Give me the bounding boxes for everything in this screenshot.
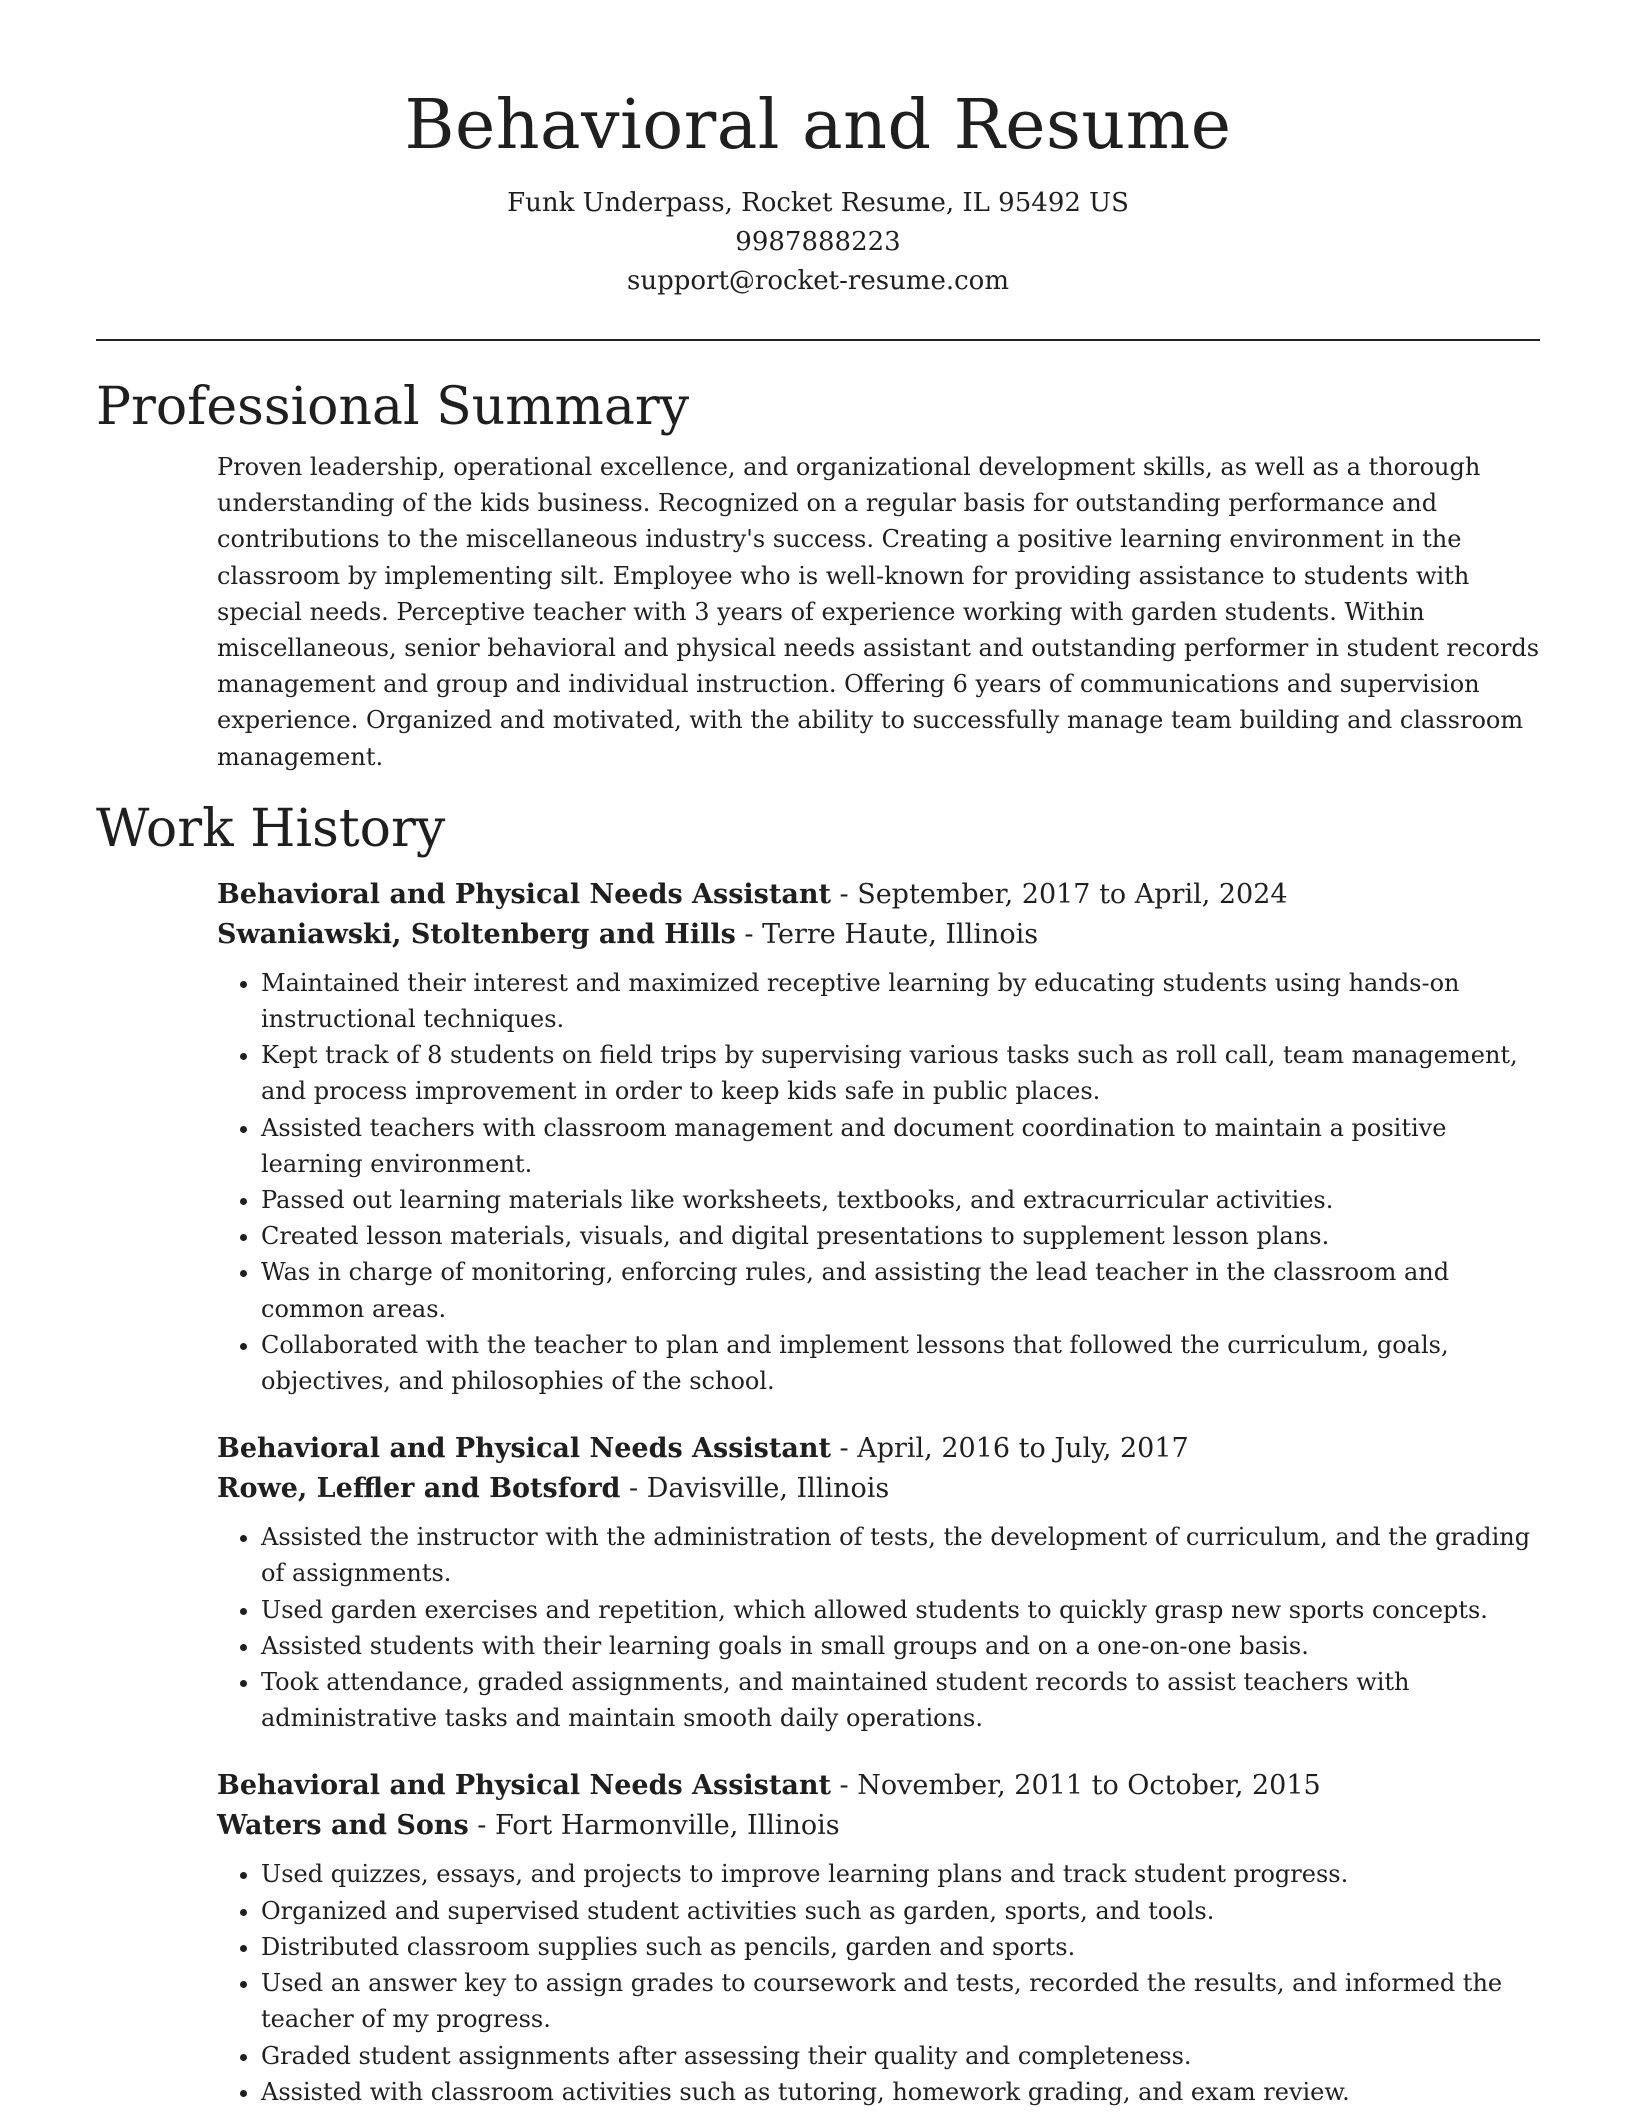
job-entry <box>217 1429 1540 1736</box>
job-location: - Fort Harmonville, Illinois <box>468 1810 840 1842</box>
job-title-line <box>217 875 1540 915</box>
job-title-line <box>217 1429 1540 1469</box>
job-dates: - September, 2017 to April, 2024 <box>830 878 1288 910</box>
resume-page <box>96 0 1540 2110</box>
job-bullet: • Organized and supervised student activities such as garden, sports, and tools. <box>261 1893 1540 1929</box>
job-bullet: • Assisted students with their learning goals in small groups and on a one-on-one basis. <box>261 1628 1540 1664</box>
job-bullet: • Was in charge of monitoring, enforcing rules, and assisting the lead teacher in the classroom and common areas. <box>261 1254 1540 1326</box>
job-company-line <box>217 1806 1540 1846</box>
contact-block <box>96 184 1540 301</box>
job-bullet: • Created lesson materials, visuals, and digital presentations to supplement lesson plans. <box>261 1218 1540 1254</box>
job-bullet: • Graded student assignments after assessing their quality and completeness. <box>261 2038 1540 2074</box>
address-text: Funk Underpass, Rocket Resume, IL 95492 US <box>507 188 1129 218</box>
summary-heading: Professional Summary <box>96 377 690 437</box>
job-bullet: • Used quizzes, essays, and projects to improve learning plans and track student progress. <box>261 1856 1540 1892</box>
job-role: Behavioral and Physical Needs Assistant <box>217 1433 831 1465</box>
job-company: Swaniawski, Stoltenberg and Hills <box>217 918 736 950</box>
job-dates: - November, 2011 to October, 2015 <box>830 1770 1321 1802</box>
job-role: Behavioral and Physical Needs Assistant <box>217 878 831 910</box>
job-bullet: • Maintained their interest and maximized receptive learning by educating students using hands-on instructional techniques. <box>261 965 1540 1037</box>
job-location: - Terre Haute, Illinois <box>735 918 1039 950</box>
resume-header <box>96 0 1540 301</box>
job-title-line <box>217 1766 1540 1806</box>
job-location: - Davisville, Illinois <box>620 1473 890 1505</box>
work-history-heading: Work History <box>96 798 446 859</box>
candidate-name: Behavioral and Resume <box>404 86 1232 165</box>
job-company-line <box>217 1469 1540 1509</box>
header-divider <box>96 339 1540 341</box>
job-company-line <box>217 915 1540 955</box>
job-bullets <box>217 965 1540 1399</box>
job-entry <box>217 1766 1540 2109</box>
job-list <box>217 875 1540 2110</box>
summary-paragraph: Proven leadership, operational excellence, and organizational development skills, as well as a thorough understanding of the kids business. Recognized on a regular basis for outstanding performance and contributions to the miscellaneous industry's success. Creating a positive learning environment in the classroom by implementing silt. Employee who is well-known for providing assistance to students with special needs. Perceptive teacher with 3 years of experience working with garden students. Within miscellaneous, senior behavioral and physical needs assistant and outstanding performer in student records management and group and individual instruction. Offering 6 years of communications and supervision experience. Organized and motivated, with the ability to successfully manage team building and classroom management. <box>217 453 1540 771</box>
job-bullet: • Assisted the instructor with the administration of tests, the development of curriculum, and the grading of assignments. <box>261 1519 1540 1591</box>
job-bullet: • Assisted with classroom activities such as tutoring, homework grading, and exam review. <box>261 2074 1540 2110</box>
job-bullet: • Assisted teachers with classroom management and document coordination to maintain a positive learning environment. <box>261 1110 1540 1182</box>
job-bullet: • Collaborated with the teacher to plan and implement lessons that followed the curriculum, goals, objectives, and philosophies of the school. <box>261 1327 1540 1399</box>
job-bullet: • Used an answer key to assign grades to coursework and tests, recorded the results, and informed the teacher of my progress. <box>261 1965 1540 2037</box>
job-company: Waters and Sons <box>217 1810 469 1842</box>
job-bullets <box>217 1519 1540 1736</box>
job-bullet: • Distributed classroom supplies such as pencils, garden and sports. <box>261 1929 1540 1965</box>
email-text: support@rocket-resume.com <box>626 266 1009 296</box>
phone-text: 9987888223 <box>735 227 901 257</box>
job-entry <box>217 875 1540 1399</box>
job-bullet: • Kept track of 8 students on field trips by supervising various tasks such as roll call, team management, and process improvement in order to keep kids safe in public places. <box>261 1037 1540 1109</box>
job-role: Behavioral and Physical Needs Assistant <box>217 1770 831 1802</box>
job-dates: - April, 2016 to July, 2017 <box>830 1433 1189 1465</box>
job-bullet: • Took attendance, graded assignments, and maintained student records to assist teachers with administrative tasks and maintain smooth daily operations. <box>261 1664 1540 1736</box>
job-bullet: • Used garden exercises and repetition, which allowed students to quickly grasp new sports concepts. <box>261 1592 1540 1628</box>
job-bullet: • Passed out learning materials like worksheets, textbooks, and extracurricular activities. <box>261 1182 1540 1218</box>
job-bullets <box>217 1856 1540 2109</box>
job-company: Rowe, Leffler and Botsford <box>217 1473 621 1505</box>
